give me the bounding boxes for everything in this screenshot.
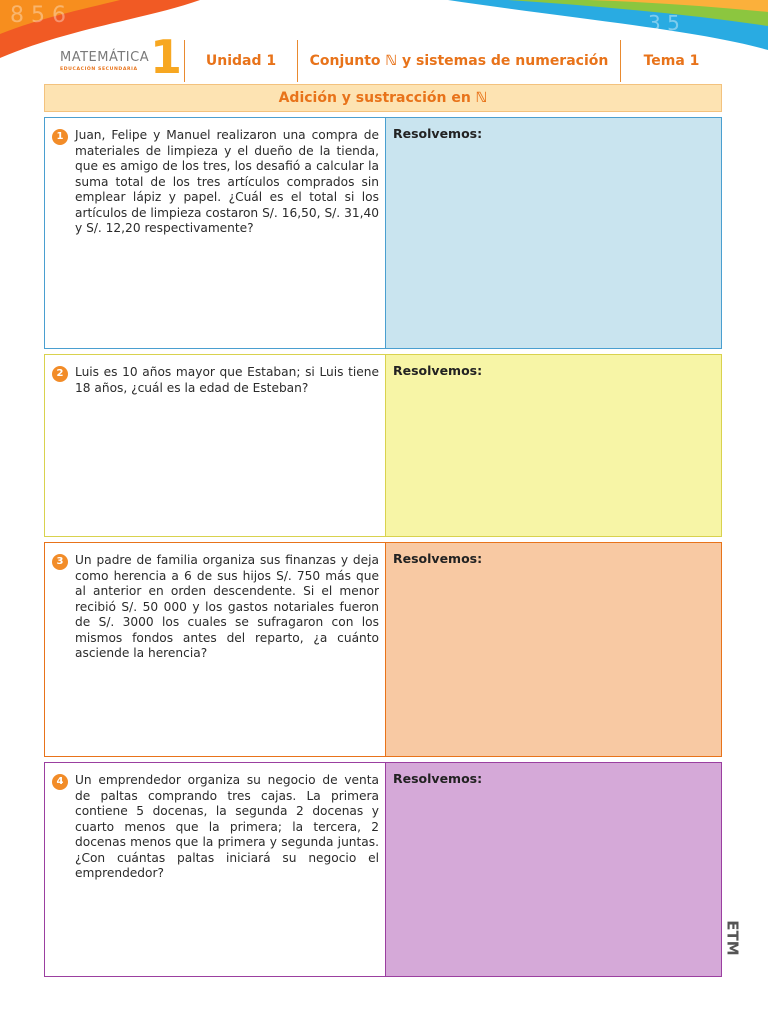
problem-statement bbox=[45, 355, 385, 536]
problem-number-badge: 2 bbox=[52, 366, 68, 382]
page-title: Adición y sustracción en ℕ bbox=[44, 84, 722, 112]
problem-text: Juan, Felipe y Manuel realizaron una compra de materiales de limpieza y el dueño de la tienda, que es amigo de los tres, los desafió a calcular la suma total de los tres artículos comprados sin emplear lápiz y papel. ¿Cuál es el total si los artículos de limpieza costaron S/. 16,50, S/. 31,40 y S/. 12,20 respectivamente? bbox=[75, 128, 379, 235]
answer-label: Resolvemos: bbox=[393, 551, 483, 566]
matematica-logo bbox=[44, 30, 184, 84]
answer-label: Resolvemos: bbox=[393, 363, 483, 378]
brand-mark-text: ETM bbox=[723, 920, 742, 956]
logo-number: 1 bbox=[150, 30, 183, 84]
problem-statement bbox=[45, 543, 385, 756]
problem-statement bbox=[45, 118, 385, 348]
svg-text:3 5: 3 5 bbox=[648, 11, 680, 35]
svg-text:8 5 6: 8 5 6 bbox=[10, 3, 66, 28]
answer-label: Resolvemos: bbox=[393, 126, 483, 141]
problem-card-1 bbox=[44, 117, 722, 349]
problem-number-badge: 1 bbox=[52, 129, 68, 145]
problem-text: Un padre de familia organiza sus finanzas y deja como herencia a 6 de sus hijos S/. 750 más que al anterior en orden descendente. Si el menor recibió S/. 50 000 y los gastos notariales fueron de S/. 3000 los cuales se sufragaron con los mismos fondos antes del reparto, ¿a cuánto asciende la herencia? bbox=[75, 553, 379, 660]
problem-card-3 bbox=[44, 542, 722, 757]
topic-label: Conjunto ℕ y sistemas de numeración bbox=[309, 53, 609, 69]
problem-card-2 bbox=[44, 354, 722, 537]
answer-area[interactable] bbox=[385, 118, 721, 348]
problem-text: Luis es 10 años mayor que Estaban; si Luis tiene 18 años, ¿cuál es la edad de Esteban? bbox=[75, 365, 379, 395]
logo-subtitle: EDUCACIÓN SECUNDARIA bbox=[60, 67, 138, 72]
problem-number-badge: 3 bbox=[52, 554, 68, 570]
brand-logo bbox=[722, 912, 742, 964]
problem-number-badge: 4 bbox=[52, 774, 68, 790]
problem-text: Un emprendedor organiza su negocio de venta de paltas comprando tres cajas. La primera contiene 5 docenas, la segunda 2 docenas y cuarto menos que la primera; la tercera, 2 docenas menos que la primera y segunda juntas. ¿Con cuántas paltas iniciará su negocio el emprendedor? bbox=[75, 773, 379, 880]
theme-label: Tema 1 bbox=[643, 53, 700, 69]
logo-word: MATEMÁTICA bbox=[60, 50, 150, 65]
answer-area[interactable] bbox=[385, 543, 721, 756]
answer-area[interactable] bbox=[385, 355, 721, 536]
problem-card-4 bbox=[44, 762, 722, 977]
unit-label: Unidad 1 bbox=[205, 53, 277, 69]
page-header bbox=[44, 30, 722, 84]
answer-label: Resolvemos: bbox=[393, 771, 483, 786]
answer-area[interactable] bbox=[385, 763, 721, 976]
problem-statement bbox=[45, 763, 385, 976]
